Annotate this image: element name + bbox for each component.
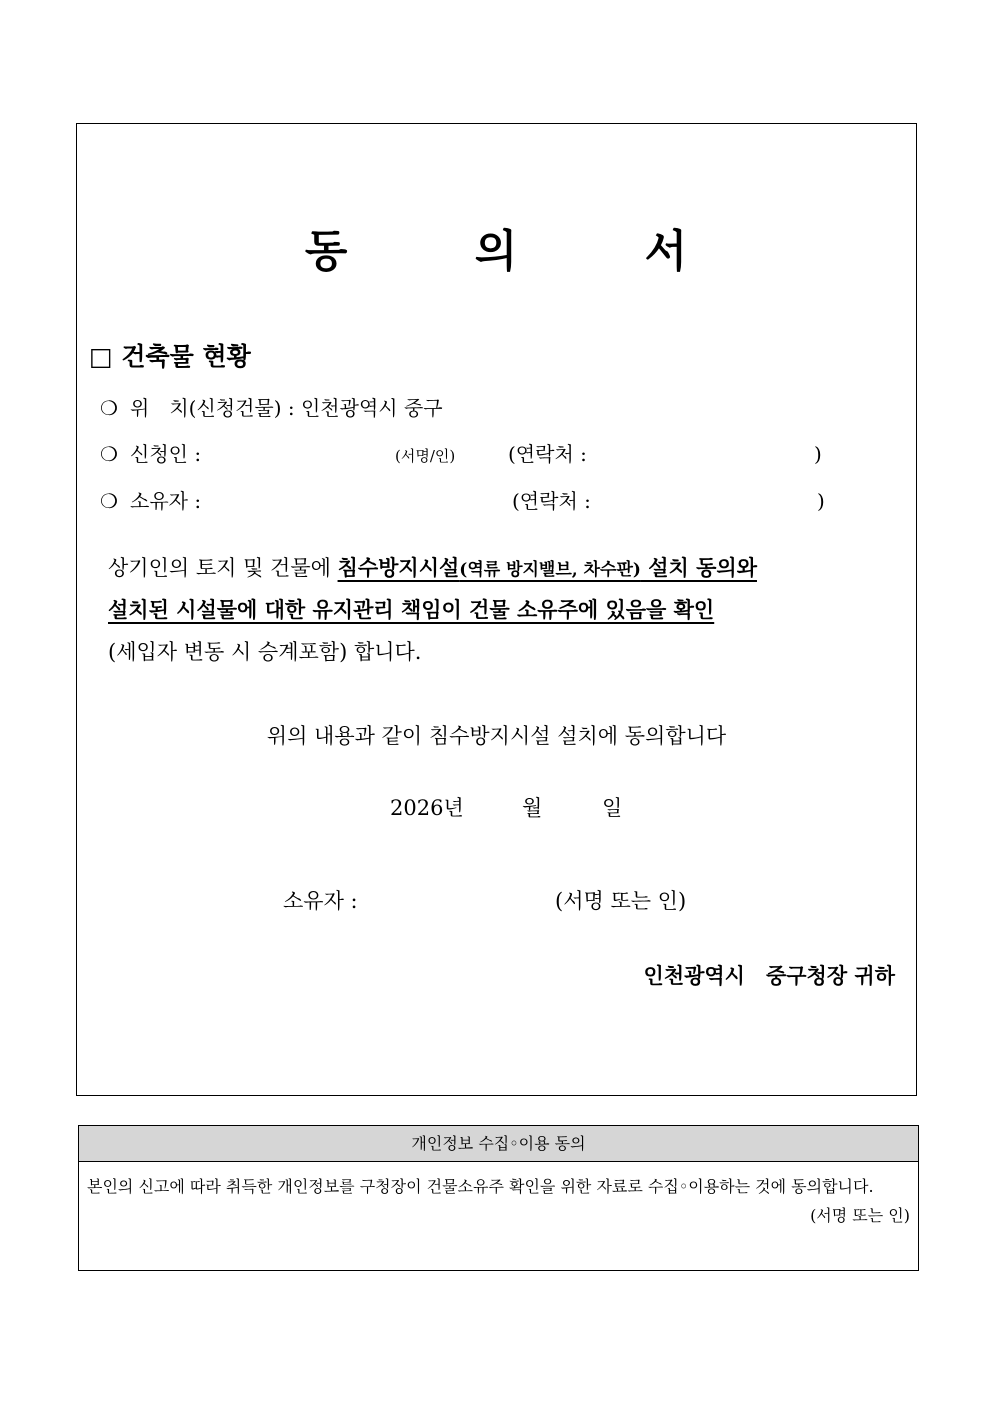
owner-label: 소유자 : bbox=[130, 489, 202, 513]
circle-bullet-icon: ❍ bbox=[100, 489, 118, 513]
body-line-3: (세입자 변동 시 승계포함) 합니다. bbox=[108, 640, 422, 664]
applicant-row bbox=[100, 440, 840, 468]
body-underlined-1 bbox=[338, 555, 757, 580]
date-year: 2026년 bbox=[390, 796, 464, 820]
signature-sign-text: (서명 또는 인) bbox=[555, 889, 687, 913]
install-consent: 설치 동의와 bbox=[640, 555, 757, 580]
applicant-contact-close: ) bbox=[814, 442, 822, 466]
location-label: 위 치(신청건물) : bbox=[130, 396, 295, 420]
owner-contact-close: ) bbox=[817, 489, 825, 513]
circle-bullet-icon: ❍ bbox=[100, 396, 118, 420]
document-title: 동 의 서 bbox=[304, 226, 744, 277]
date-row bbox=[390, 793, 650, 823]
privacy-consent-box bbox=[78, 1125, 919, 1271]
owner-signature-row bbox=[283, 886, 723, 916]
owner-row bbox=[100, 487, 840, 515]
location-row bbox=[100, 394, 443, 422]
recipient: 인천광역시 중구청장 귀하 bbox=[643, 963, 895, 988]
agreement-statement: 위의 내용과 같이 침수방지시설 설치에 동의합니다 bbox=[266, 724, 727, 748]
applicant-sign-label: (서명/인) bbox=[395, 447, 456, 465]
privacy-heading: 개인정보 수집◦이용 동의 bbox=[79, 1126, 918, 1162]
body-intro: 상기인의 토지 및 건물에 bbox=[108, 556, 338, 580]
body-line-2: 설치된 시설물에 대한 유지관리 책임이 건물 소유주에 있음을 확인 bbox=[108, 597, 715, 622]
date-day: 일 bbox=[602, 796, 623, 820]
circle-bullet-icon: ❍ bbox=[100, 442, 118, 466]
privacy-text: 본인의 신고에 따라 취득한 개인정보를 구청장이 건물소유주 확인을 위한 자료로 수집◦이용하는 것에 동의합니다. bbox=[87, 1177, 874, 1196]
location-value: 인천광역시 중구 bbox=[300, 396, 443, 420]
applicant-contact-label: (연락처 : bbox=[508, 442, 587, 466]
section-heading-text: 건축물 현황 bbox=[121, 342, 251, 371]
owner-contact-label: (연락처 : bbox=[512, 489, 591, 513]
section-heading bbox=[89, 340, 251, 374]
facility-detail: (역류 방지밸브, 차수판) bbox=[459, 560, 641, 580]
body-line-1 bbox=[108, 553, 757, 585]
applicant-label: 신청인 : bbox=[130, 442, 202, 466]
privacy-sign: (서명 또는 인) bbox=[810, 1206, 910, 1225]
signature-owner-label: 소유자 : bbox=[283, 889, 358, 913]
facility-name: 침수방지시설 bbox=[337, 555, 460, 580]
checkbox-icon: □ bbox=[89, 342, 113, 371]
date-month: 월 bbox=[522, 796, 543, 820]
